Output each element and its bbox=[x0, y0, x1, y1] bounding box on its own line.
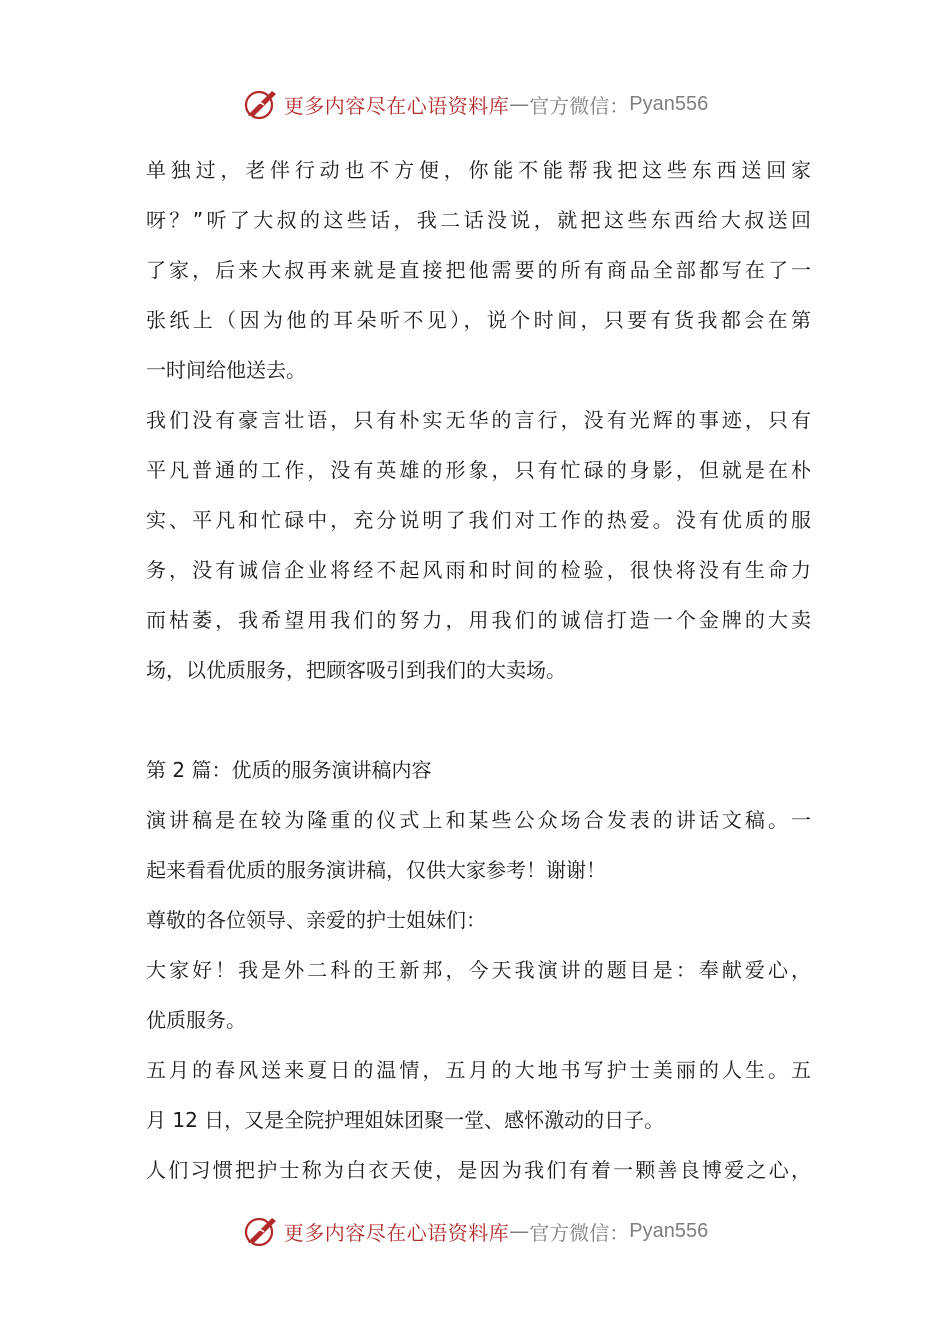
text-line: 大家好！我是外二科的王新邦，今天我演讲的题目是：奉献爱心， bbox=[146, 958, 811, 982]
paragraph-5 bbox=[146, 1045, 811, 1145]
footer-dash: — bbox=[509, 1219, 528, 1243]
salutation: 尊敬的各位领导、亲爱的护士姐妹们： bbox=[146, 908, 486, 932]
text-line: 平凡普通的工作，没有英雄的形象，只有忙碌的身影，但就是在朴 bbox=[146, 458, 811, 482]
text-line: 一时间给他送去。 bbox=[146, 358, 306, 382]
paragraph-3 bbox=[146, 795, 811, 895]
pen-logo-icon bbox=[242, 1212, 280, 1250]
footer-wechat-id: Pyan556 bbox=[629, 1219, 709, 1242]
header-brand-text: 更多内容尽在心语资料库 bbox=[283, 93, 510, 118]
header-wechat-label: 官方微信： bbox=[529, 93, 630, 118]
header-dash: — bbox=[509, 92, 528, 116]
footer-wechat-label: 官方微信： bbox=[529, 1220, 630, 1245]
text-line: 场，以优质服务，把顾客吸引到我们的大卖场。 bbox=[146, 658, 566, 682]
footer-banner bbox=[0, 1206, 950, 1256]
text-line: 张纸上（因为他的耳朵听不见），说个时间，只要有货我都会在第 bbox=[146, 308, 811, 332]
paragraph-1 bbox=[146, 145, 811, 395]
text-line: 月 12 日，又是全院护理姐妹团聚一堂、感怀激动的日子。 bbox=[146, 1108, 665, 1132]
blank-line bbox=[146, 695, 811, 745]
pen-logo-icon bbox=[242, 85, 280, 123]
text-line: 优质服务。 bbox=[146, 1008, 246, 1032]
text-line: 务，没有诚信企业将经不起风雨和时间的检验，很快将没有生命力 bbox=[146, 558, 811, 582]
paragraph-2 bbox=[146, 395, 811, 695]
text-line: 实、平凡和忙碌中，充分说明了我们对工作的热爱。没有优质的服 bbox=[146, 508, 811, 532]
footer-brand-text: 更多内容尽在心语资料库 bbox=[283, 1220, 510, 1245]
header-wechat-id: Pyan556 bbox=[629, 92, 709, 115]
document-body bbox=[146, 145, 811, 1195]
text-line: 起来看看优质的服务演讲稿，仅供大家参考！谢谢！ bbox=[146, 858, 606, 882]
text-line: 呀？”听了大叔的这些话，我二话没说，就把这些东西给大叔送回 bbox=[146, 208, 811, 232]
header-banner bbox=[0, 79, 950, 129]
text-line: 而枯萎，我希望用我们的努力，用我们的诚信打造一个金牌的大卖 bbox=[146, 608, 811, 632]
text-line: 单独过，老伴行动也不方便，你能不能帮我把这些东西送回家 bbox=[146, 158, 811, 182]
section-title: 第 2 篇：优质的服务演讲稿内容 bbox=[146, 758, 432, 782]
text-line: 人们习惯把护士称为白衣天使，是因为我们有着一颗善良博爱之心， bbox=[146, 1158, 811, 1182]
paragraph-6 bbox=[146, 1145, 811, 1195]
text-line: 五月的春风送来夏日的温情，五月的大地书写护士美丽的人生。五 bbox=[146, 1058, 811, 1082]
paragraph-4 bbox=[146, 945, 811, 1045]
text-line: 我们没有豪言壮语，只有朴实无华的言行，没有光辉的事迹，只有 bbox=[146, 408, 811, 432]
text-line: 演讲稿是在较为隆重的仪式上和某些公众场合发表的讲话文稿。一 bbox=[146, 808, 811, 832]
text-line: 了家，后来大叔再来就是直接把他需要的所有商品全部都写在了一 bbox=[146, 258, 811, 282]
